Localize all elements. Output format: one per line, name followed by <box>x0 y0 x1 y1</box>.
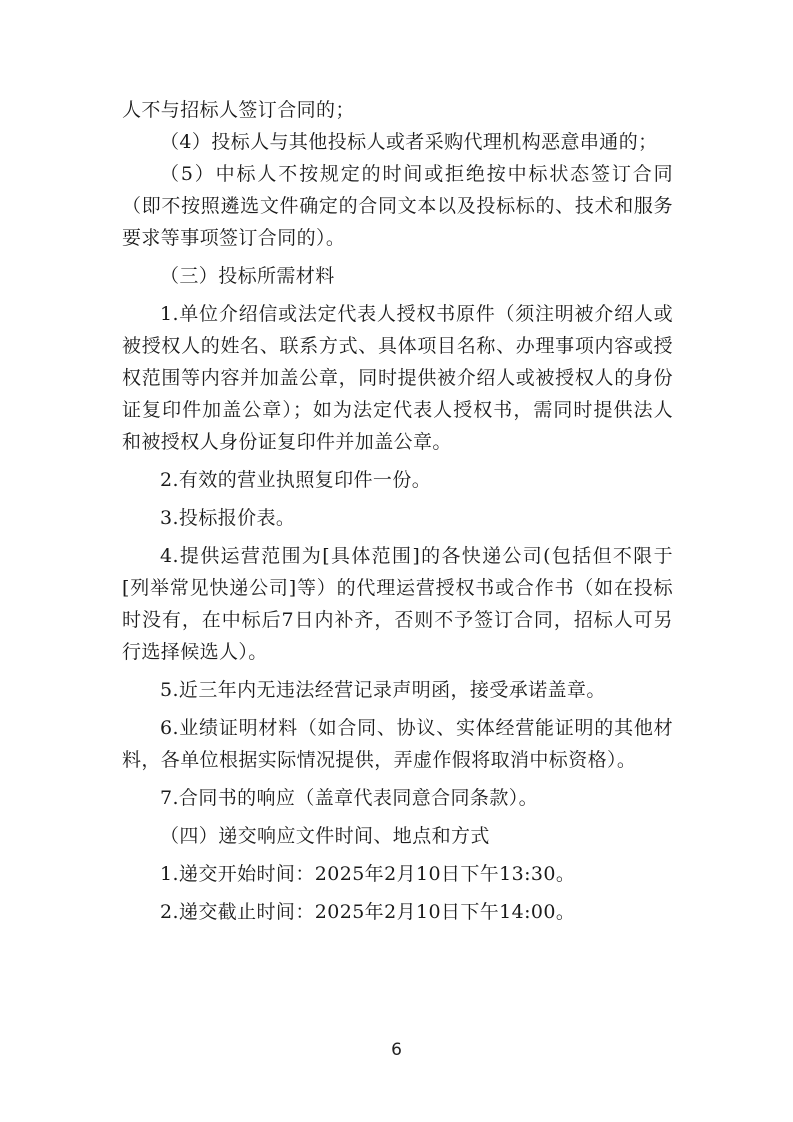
material-item-1: 1.单位介绍信或法定代表人授权书原件（须注明被介绍人或被授权人的姓名、联系方式、具体项目名称、办理事项内容或授权范围等内容并加盖公章，同时提供被介绍人或被授权人的身份证复印件加盖公章）；如为法定代表人授权书，需同时提供法人和被授权人身份证复印件并加盖公章。 <box>122 303 673 453</box>
material-item-3: 3.投标报价表。 <box>160 507 296 529</box>
paragraph-item-5: （5）中标人不按规定的时间或拒绝按中标状态签订合同（即不按照遴选文件确定的合同文本以及投标标的、技术和服务要求等事项签订合同的）。 <box>122 163 673 249</box>
material-item-6: 6.业绩证明材料（如合同、协议、实体经营能证明的其他材料，各单位根据实际情况提供，弄虚作假将取消中标资格）。 <box>122 717 673 771</box>
material-item-2: 2.有效的营业执照复印件一份。 <box>160 469 432 491</box>
submission-start-time: 1.递交开始时间：2025年2月10日下午13:30。 <box>160 863 576 885</box>
paragraph-item-4: （4）投标人与其他投标人或者采购代理机构恶意串通的； <box>160 131 658 153</box>
section-heading-3: （三）投标所需材料 <box>160 265 335 287</box>
section-heading-4: （四）递交响应文件时间、地点和方式 <box>160 825 490 847</box>
submission-deadline-time: 2.递交截止时间：2025年2月10日下午14:00。 <box>160 901 576 923</box>
document-body <box>122 94 673 928</box>
material-item-5: 5.近三年内无违法经营记录声明函，接受承诺盖章。 <box>160 679 606 701</box>
paragraph-continuation: 人不与招标人签订合同的； <box>122 99 355 121</box>
material-item-4: 4.提供运营范围为[具体范围]的各快递公司(包括但不限于[列举常见快递公司]等）的代理运营授权书或合作书（如在投标时没有，在中标后7日内补齐，否则不予签订合同，招标人可另行选择候选人）。 <box>122 545 673 663</box>
page-number: 6 <box>391 1040 402 1060</box>
material-item-7: 7.合同书的响应（盖章代表同意合同条款）。 <box>160 787 539 809</box>
